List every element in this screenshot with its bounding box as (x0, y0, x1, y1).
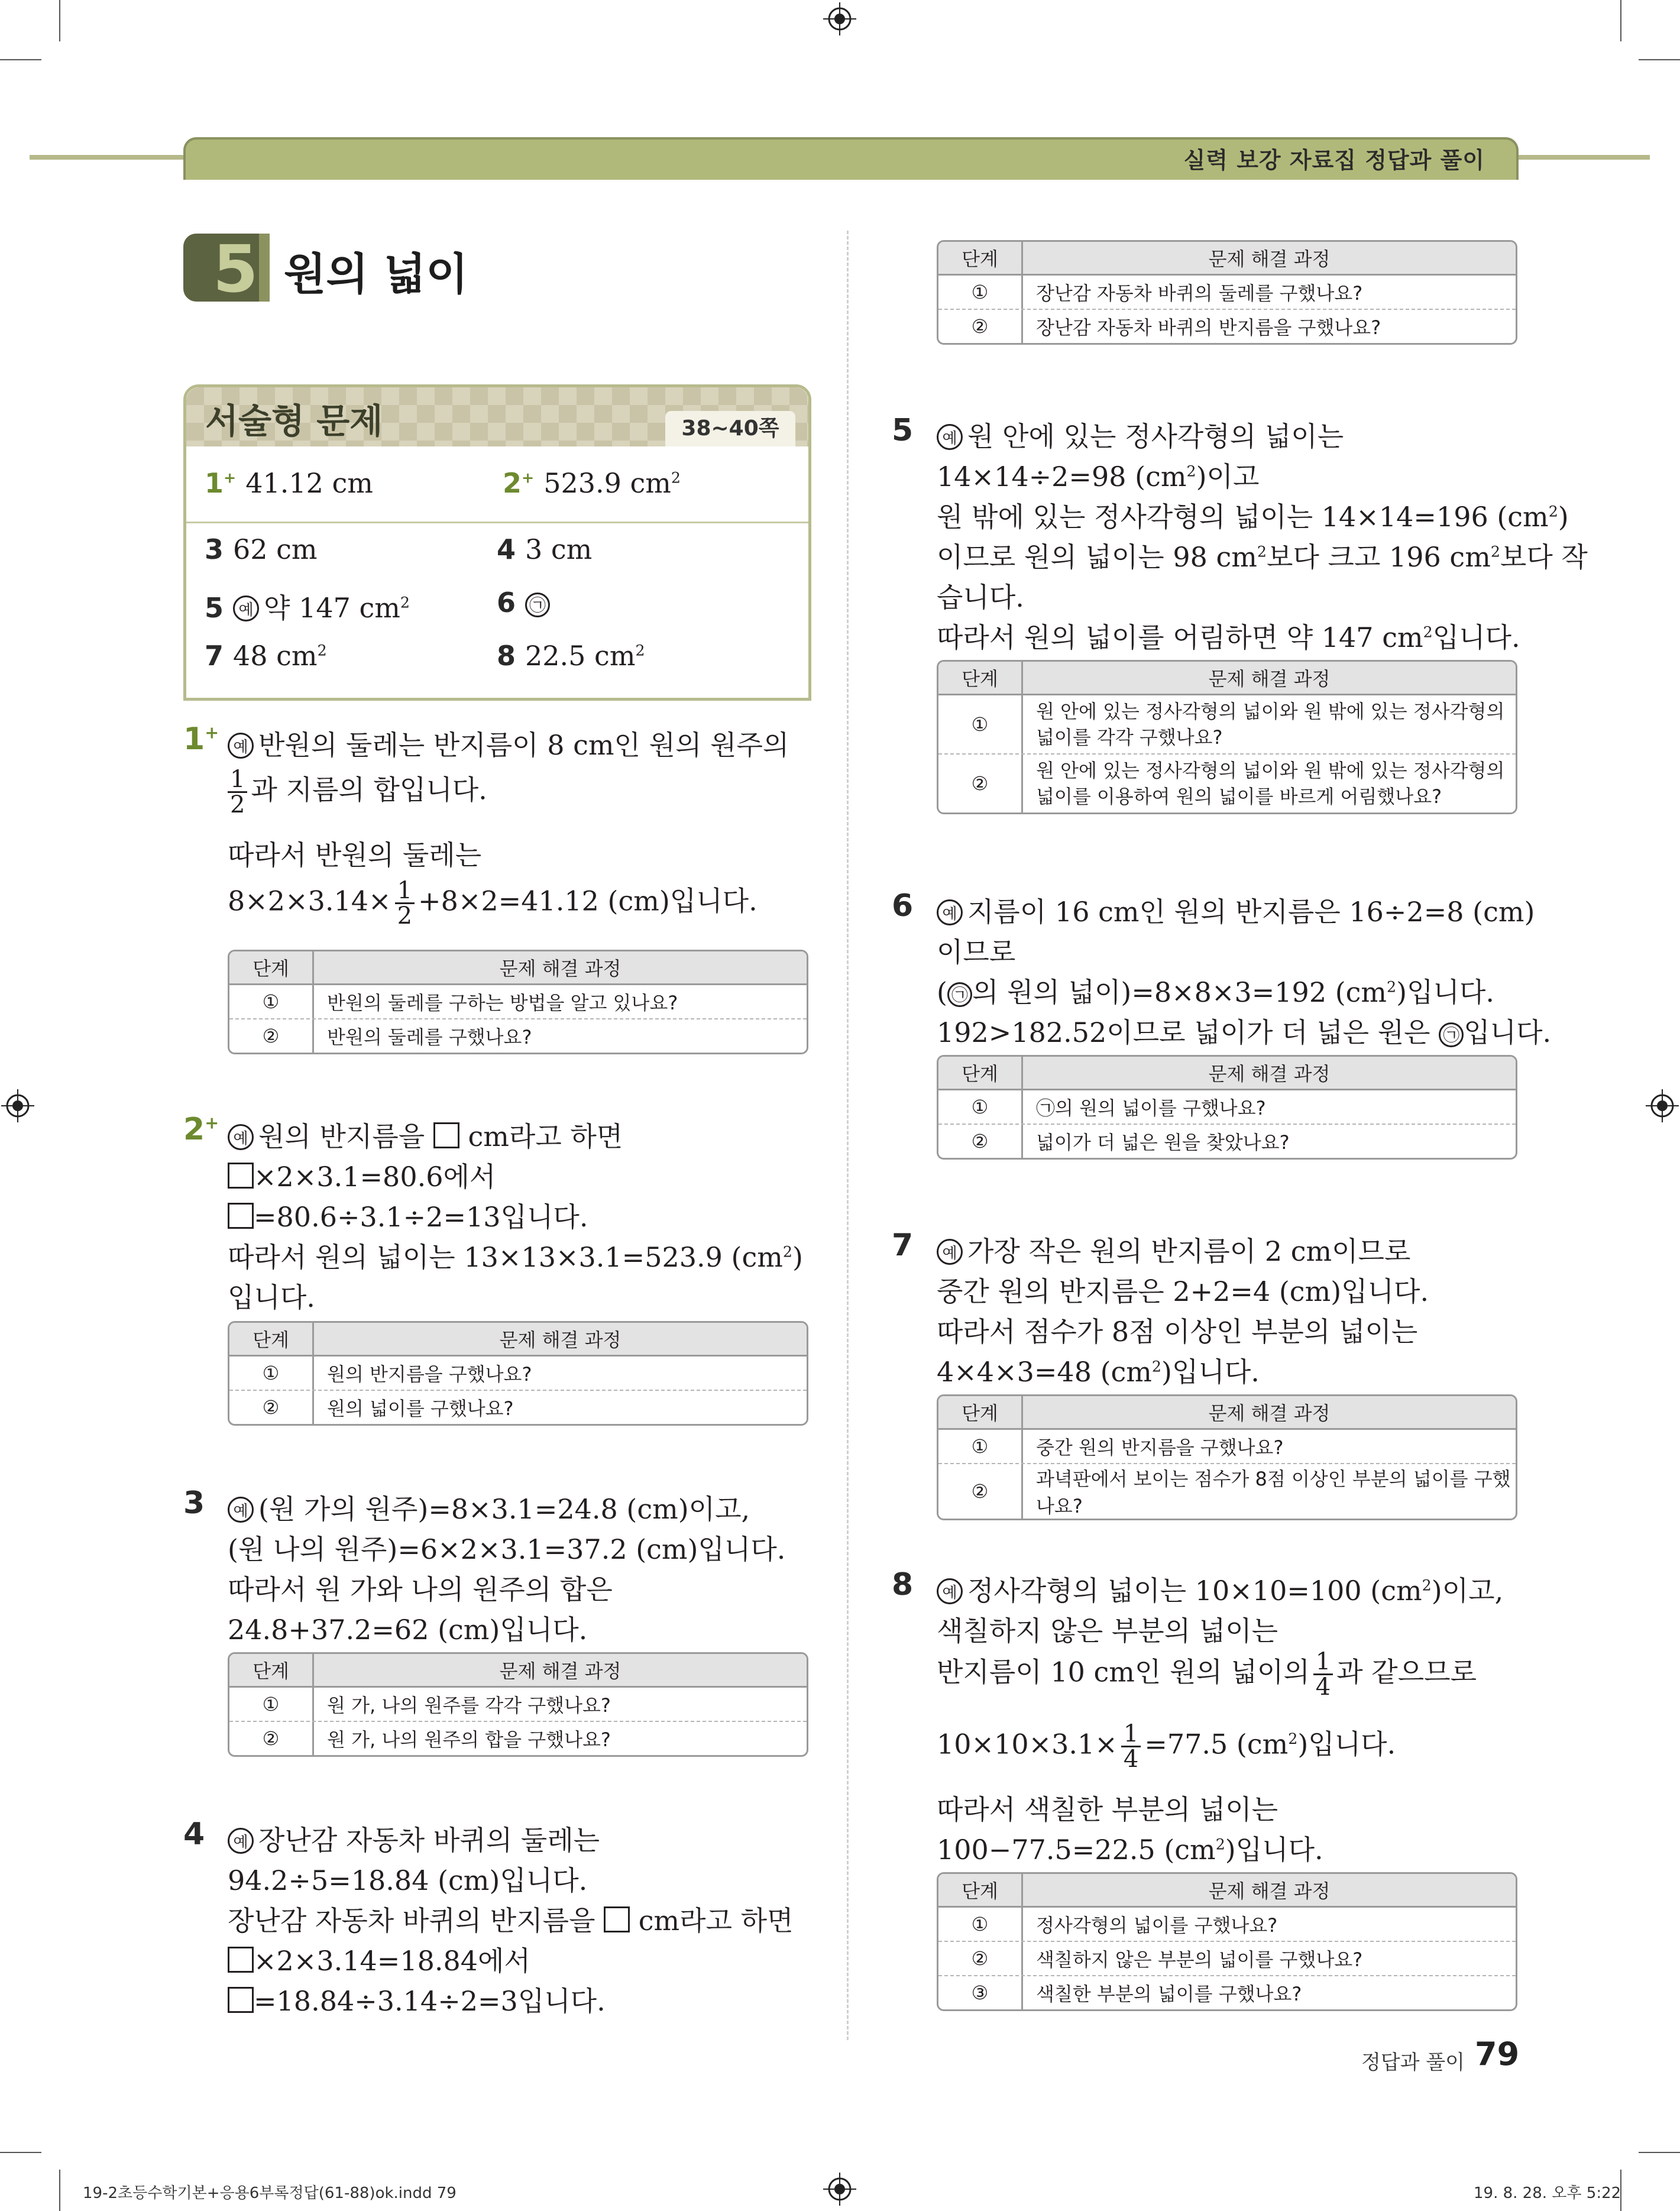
solution-line: 중간 원의 반지름은 2+2=4 (cm)입니다. (937, 1276, 1429, 1307)
registration-mark-icon (823, 2, 856, 35)
step-table: 단계 문제 해결 과정 ① 원의 반지름을 구했나요? ② 원의 넓이를 구했나요? (228, 1321, 808, 1426)
trim-mark (0, 59, 41, 60)
solution-line: 이므로 원의 넓이는 98 $cm^2$보다 크고 196 $cm^2$보다 작 (937, 541, 1588, 573)
step-table: 단계 문제 해결 과정 ① 정사각형의 넓이를 구했나요? ② 색칠하지 않은 부분의 넓이를 구했나요? ③ 색칠한 부분의 넓이를 구했나요? (937, 1872, 1517, 2011)
solution-line: ( ㉠ 의 원의 넓이)=8×8×3=192 $(cm^2)$입니다. (937, 976, 1495, 1008)
solution-line: 장난감 자동차 바퀴의 반지름을 cm라고 하면 (228, 1905, 794, 1937)
solution-line: 예 원 안에 있는 정사각형의 넓이는 (937, 415, 1344, 454)
step-table: 단계 문제 해결 과정 ① 원 안에 있는 정사각형의 넓이와 원 밖에 있는 정사각형의 넓이를 각각 구했나요? ② 원 안에 있는 정사각형의 넓이와 원 밖에 있는 정사각형의 넓이를 이용하여 원의 넓이를 바르게 어림했나요? (937, 660, 1517, 814)
problem-number: 1+ (183, 721, 219, 757)
solution-line: 192>182.52이므로 넓이가 더 넓은 원은 ㉠ 입니다. (937, 1017, 1552, 1048)
answer-item: 7 48 $cm^2$ (205, 640, 327, 672)
trim-mark (59, 2170, 60, 2211)
solution-line: (원 나의 원주)=6×2×3.1=37.2 (cm)입니다. (228, 1533, 786, 1565)
answer-item: 3 62 cm (205, 533, 318, 565)
page-number: 79 (1475, 2035, 1520, 2073)
trim-mark (1620, 0, 1621, 41)
solution-line: ×2×3.14=18.84에서 (228, 1940, 530, 1979)
solution-line: 입니다. (228, 1281, 315, 1313)
answer-item: 2+ 523.9 $cm^2$ (503, 467, 681, 499)
answer-item: 8 22.5 $cm^2$ (497, 640, 645, 672)
problem-number: 2+ (183, 1112, 219, 1147)
solution-line: 10×10×3.1× $\frac{1}{4}$ =77.5 $(cm^2)$입니다. (937, 1720, 1396, 1773)
solution-line: 이므로 (937, 936, 1016, 968)
solution-line: ×2×3.1=80.6에서 (228, 1155, 496, 1194)
problem-number: 3 (183, 1485, 205, 1521)
solution-line: 습니다. (937, 581, 1024, 613)
solution-line: 100−77.5=22.5 $(cm^2)$입니다. (937, 1834, 1323, 1866)
step-table: 단계 문제 해결 과정 ① 원 가, 나의 원주를 각각 구했나요? ② 원 가, 나의 원주의 합을 구했나요? (228, 1652, 808, 1757)
section-number: 5 (213, 231, 258, 307)
solution-line: 따라서 색칠한 부분의 넓이는 (937, 1794, 1278, 1825)
solution-line: 8×2×3.14× $\frac{1}{2}$ +8×2=41.12 (cm)입니다. (228, 877, 758, 930)
problem-number: 4 (183, 1817, 205, 1852)
solution-line: 따라서 반원의 둘레는 (228, 839, 482, 871)
section-badge-accent (259, 234, 270, 302)
solution-line: 24.8+37.2=62 (cm)입니다. (228, 1614, 588, 1646)
registration-mark-icon (1, 1089, 34, 1122)
solution-line: 14×14÷2=98 $(cm^2)$이고 (937, 461, 1260, 493)
footer-label: 정답과 풀이 (1361, 2051, 1465, 2074)
solution-line: 4×4×3=48 $(cm^2)$입니다. (937, 1356, 1260, 1388)
print-slug-file: 19-2초등수학기본+응용6부록정답(61-88)ok.indd 79 (83, 2184, 457, 2202)
trim-mark (1639, 59, 1680, 60)
trim-mark (1639, 2152, 1680, 2153)
solution-line: 따라서 원의 넓이를 어림하면 약 147 $cm^2$입니다. (937, 621, 1520, 653)
solution-line: 원 밖에 있는 정사각형의 넓이는 14×14=196 $(cm^2)$ (937, 501, 1569, 533)
column-divider (847, 231, 849, 2040)
solution-line: 따라서 점수가 8점 이상인 부분의 넓이는 (937, 1316, 1418, 1348)
solution-line: 반지름이 10 cm인 원의 넓이의 $\frac{1}{4}$ 과 같으므로 (937, 1648, 1477, 1701)
answer-summary-pages: 38~40쪽 (665, 411, 795, 446)
registration-mark-icon (1646, 1089, 1679, 1122)
problem-number: 8 (892, 1567, 914, 1603)
step-table: 단계 문제 해결 과정 ① 반원의 둘레를 구하는 방법을 알고 있나요? ② 반원의 둘레를 구했나요? (228, 950, 808, 1054)
solution-line: 예 지름이 16 cm인 원의 반지름은 16÷2=8 (cm) (937, 891, 1535, 930)
solution-line: 예 반원의 둘레는 반지름이 8 cm인 원의 원주의 (228, 724, 789, 763)
solution-line: 따라서 원의 넓이는 13×13×3.1=523.9 $(cm^2)$ (228, 1241, 803, 1273)
problem-number: 5 (892, 413, 914, 448)
solution-line: 94.2÷5=18.84 (cm)입니다. (228, 1864, 588, 1896)
solution-line: 따라서 원 가와 나의 원주의 합은 (228, 1574, 613, 1605)
solution-line: =18.84÷3.14÷2=3입니다. (228, 1980, 606, 2019)
header-title: 실력 보강 자료집 정답과 풀이 (1183, 147, 1485, 173)
trim-mark (0, 2152, 41, 2153)
step-table: 단계 문제 해결 과정 ① 장난감 자동차 바퀴의 둘레를 구했나요? ② 장난감 자동차 바퀴의 반지름을 구했나요? (937, 240, 1517, 345)
answer-item: 1+ 41.12 cm (205, 467, 373, 499)
solution-line: 예 원의 반지름을 cm라고 하면 (228, 1115, 623, 1154)
answer-item: 5 예 약 147 $cm^2$ (205, 592, 410, 624)
section-title: 원의 넓이 (284, 249, 468, 300)
answer-divider (186, 522, 808, 523)
registration-mark-icon (1, 0, 34, 33)
solution-line: 예 가장 작은 원의 반지름이 2 cm이므로 (937, 1230, 1410, 1269)
trim-mark (59, 0, 60, 41)
registration-mark-icon (823, 2173, 856, 2206)
answer-item: 4 3 cm (497, 533, 593, 565)
solution-line: =80.6÷3.1÷2=13입니다. (228, 1196, 588, 1235)
problem-number: 6 (892, 888, 914, 924)
problem-number: 7 (892, 1228, 914, 1263)
solution-line: 예 (원 가의 원주)=8×3.1=24.8 (cm)이고, (228, 1488, 750, 1527)
solution-line: 색칠하지 않은 부분의 넓이는 (937, 1615, 1278, 1647)
answer-item: 6 ㉠ (497, 587, 550, 619)
solution-line: $\frac{1}{2}$ 과 지름의 합입니다. (228, 768, 487, 817)
print-slug-date: 19. 8. 28. 오후 5:22 (1474, 2184, 1621, 2202)
step-table: 단계 문제 해결 과정 ① ㉠의 원의 넓이를 구했나요? ② 넓이가 더 넓은 원을 찾았나요? (937, 1055, 1517, 1160)
solution-line: 예 장난감 자동차 바퀴의 둘레는 (228, 1819, 600, 1858)
solution-line: 예 정사각형의 넓이는 10×10=100 $(cm^2)$이고, (937, 1569, 1503, 1608)
answer-summary-title: 서술형 문제 (205, 401, 383, 441)
step-table: 단계 문제 해결 과정 ① 중간 원의 반지름을 구했나요? ② 과녁판에서 보이는 점수가 8점 이상인 부분의 넓이를 구했나요? (937, 1394, 1517, 1520)
